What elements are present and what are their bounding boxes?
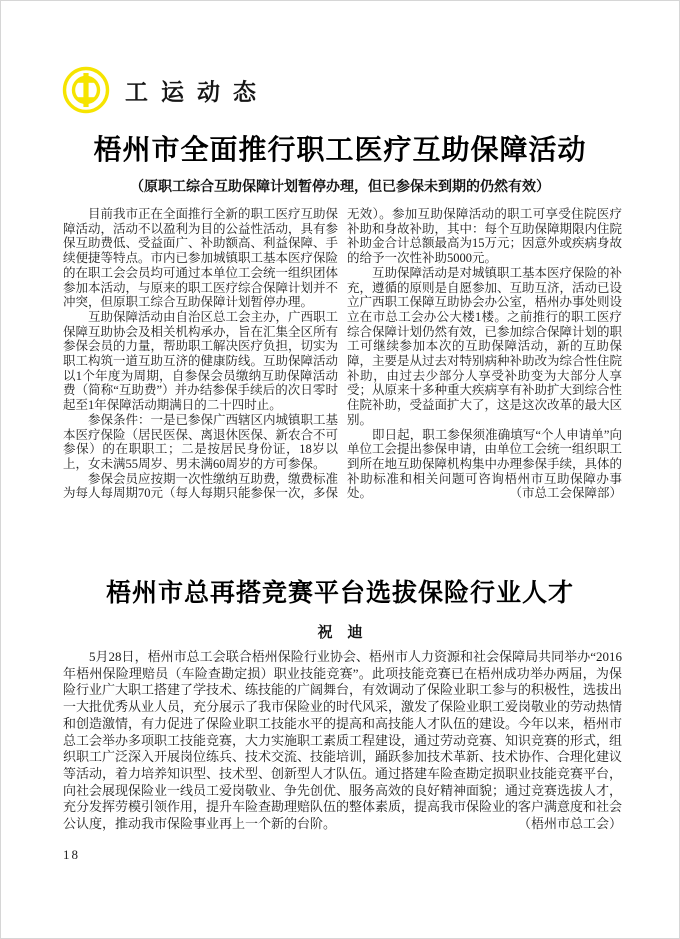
article1-paragraph-text: 即日起，职工参保须准确填写“个人申请单”向单位工会提出参保申请，由单位工会统一组织职工到所在地互助保障机构集中办理参保手续，具体的补助标准和相关问题可咨询梧州市互助保障办事处。 <box>347 427 623 501</box>
article2-title: 梧州市总再搭竞赛平台选拔保险行业人才 <box>105 580 574 607</box>
article1-paragraph: 目前我市正在全面推行全新的职工医疗互助保障活动，活动不以盈利为目的公益性活动，具有参保互助费低、受益面广、补助额高、利益保障、手续便捷等特点。市内已参加城镇职工基本医疗保险的在职工会会员均可通过本单位工会统一组织团体参加本活动，与原来的职工医疗综合保障计划并不冲突，但原职工综合互助保障计划暂停办理。 <box>63 207 339 310</box>
article1-paragraph <box>347 428 622 502</box>
article2-paragraph <box>63 649 622 833</box>
section-title: 工运动态 <box>125 79 269 105</box>
article2-paragraph-text: 5月28日，梧州市总工会联合梧州保险行业协会、梧州市人力资源和社会保障局共同举办“2016年梧州保险理赔员（车险查勘定损）职业技能竞赛”。此项技能竞赛已在梧州成功举办两届，为保险行业广大职工搭建了学技术、练技能的广阔舞台，有效调动了保险业职工参与的积极性，选拔出一大批优秀从业人员，充分展示了我市保险业的时代风采，激发了保险业职工爱岗敬业的劳动热情和创造激情，有力促进了保险业职工技能水平的提高和高技能人才队伍的建设。今年以来，梧州市总工会举办多项职工技能竞赛，大力实施职工素质工程建设，通过劳动竞赛、知识竞赛的形式，组织职工广泛深入开展岗位练兵、技术交流、技能培训，踊跃参加技术革新、技术协作、合理化建议等活动，着力培养知识型、技术型、创新型人才队伍。通过搭建车险查勘定损职业技能竞赛平台，向社会展现保险业一线员工爱岗敬业、争先创优、服务高效的良好精神面貌；通过竞赛选拔人才，充分发挥劳模引领作用，提升车险查勘理赔队伍的整体素质，提高我市保险业的客户满意度和社会公认度，推动我市保险事业再上一个新的台阶。 <box>63 649 623 832</box>
article1-paragraph: 互助保障活动由自治区总工会主办，广西职工保障互助协会及相关机构承办，旨在汇集全区所有参保会员的力量，帮助职工解决医疗负担，切实为职工构筑一道互助互济的健康防线。互助保障活动以1个年度为周期，自参保会员缴纳互助保障活动费（简称“互助费”）并办结参保手续后的次日零时起至1年保障活动期满日的二十四时止。 <box>63 309 339 413</box>
article1-paragraph: 参保条件：一是已参保广西辖区内城镇职工基本医疗保险（居民医保、离退休医保、新农合不可参保）的在职职工；二是按居民身份证，18岁以上，女未满55周岁、男未满60周岁的方可参保。 <box>63 412 339 471</box>
article2-body <box>63 649 622 833</box>
article1-subtitle: （原职工综合互助保障计划暂停办理，但已参保未到期的仍然有效） <box>130 178 550 194</box>
article1-body <box>63 207 622 501</box>
article2-author: 祝 迪 <box>317 624 363 641</box>
article1-paragraph: 参保会员应按期一次性缴纳互助费，缴费标准为每人每周期70元（每人每期只能参保一次，多保无效）。参加互助保障活动的职工可享受住院医疗补助和身故补助，其中：每个互助保障期限内住院补助金合计总额最高为15万元；因意外或疾病身故的给予一次性补助5000元。 <box>63 207 623 501</box>
article2-attribution: （梧州市总工会） <box>517 816 622 832</box>
article1-paragraph: 互助保障活动是对城镇职工基本医疗保险的补充，遵循的原则是自愿参加、互助互济，活动已设立广西职工保障互助协会办公室，梧州办事处则设立在市总工会办公大楼1楼。之前推行的职工医疗综合保障计划仍然有效，已参加综合保障计划的职工可继续参加本次的互助保障活动，新的互助保障，主要是从过去对特别病种补助改为综合性住院补助，由过去少部分人享受补助变为大部分人享受；从原来十多种重大疾病享有补助扩大到综合性住院补助，受益面扩大了，这是这次改革的最大区别。 <box>347 265 623 427</box>
article1-title: 梧州市全面推行职工医疗互助保障活动 <box>93 135 587 166</box>
page-number: 18 <box>63 847 80 862</box>
masthead <box>61 65 269 115</box>
article1-attribution: （市总工会保障部） <box>509 486 622 501</box>
union-emblem-icon <box>61 65 111 115</box>
